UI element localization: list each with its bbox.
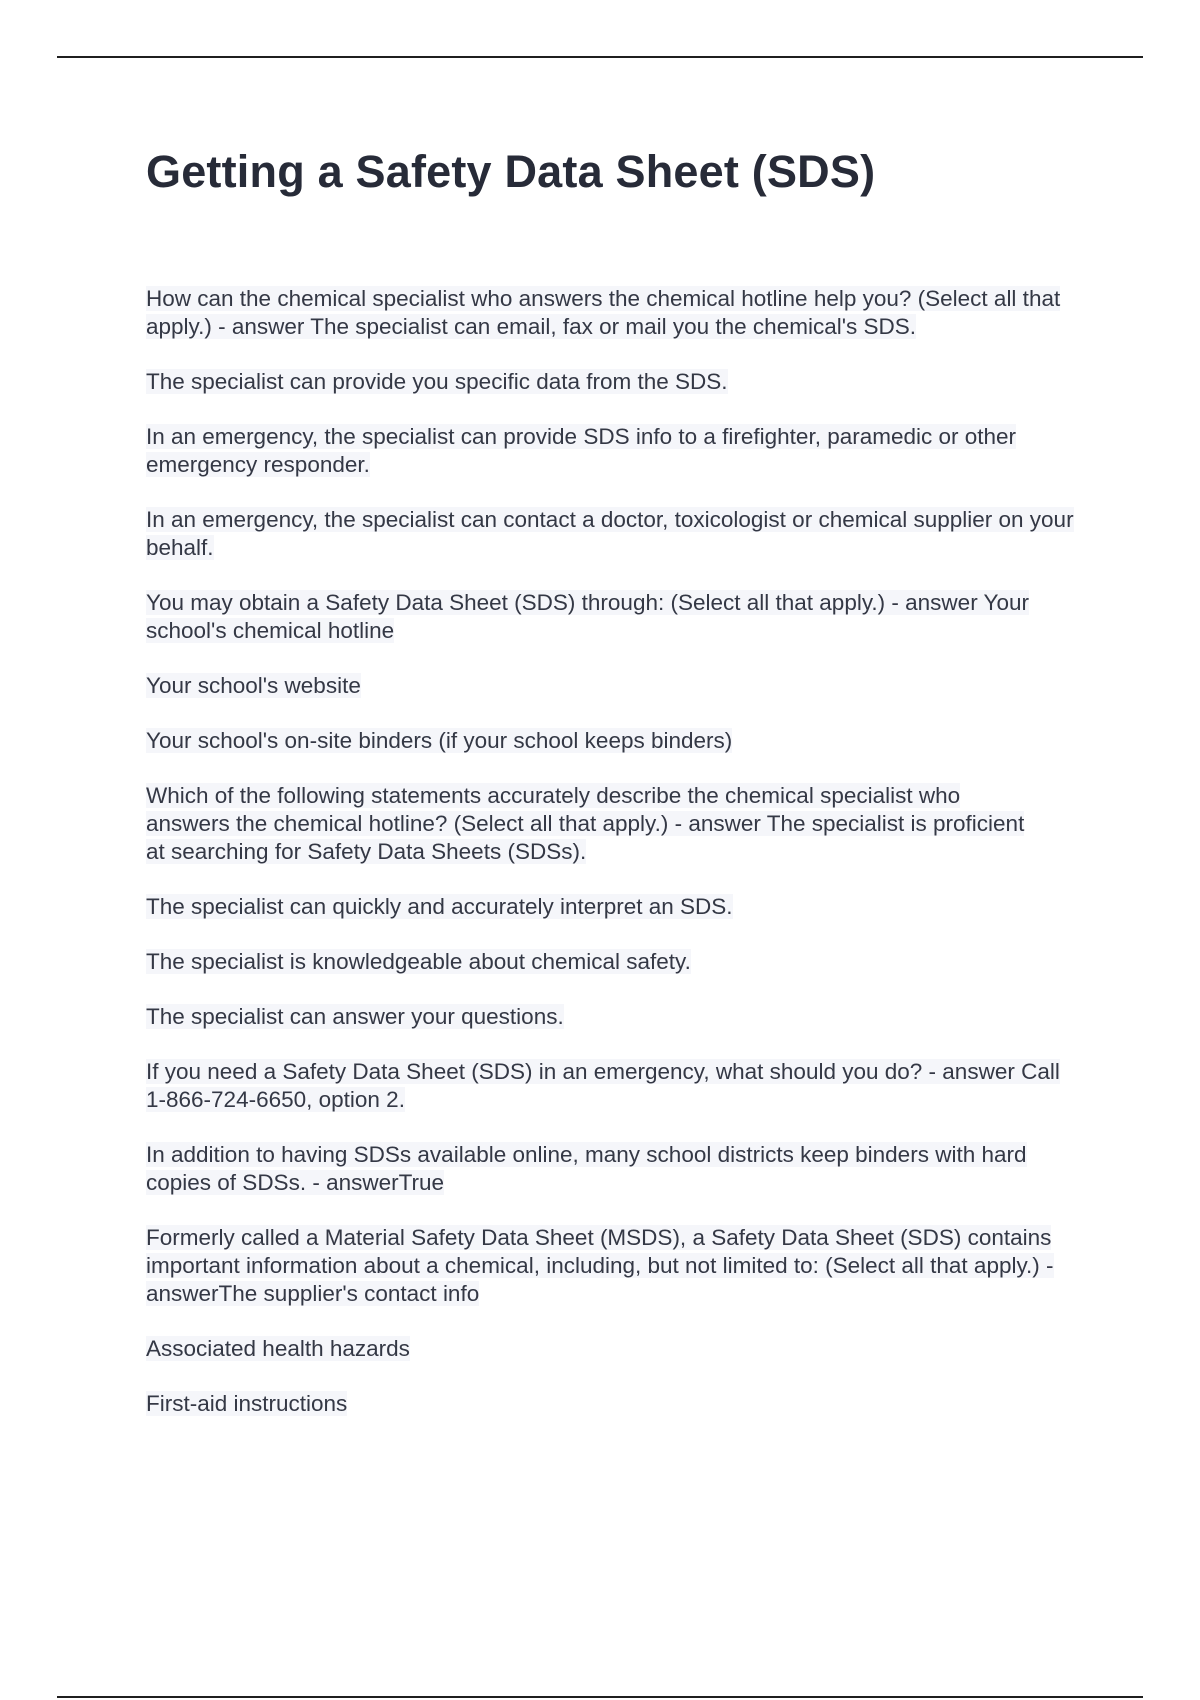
bottom-divider [57, 1696, 1143, 1698]
paragraph: First-aid instructions [146, 1391, 348, 1416]
paragraph: The specialist can provide you specific data from the SDS. [146, 369, 728, 394]
paragraph: Associated health hazards [146, 1336, 410, 1361]
paragraph: In an emergency, the specialist can contact a doctor, toxicologist or chemical supplier on your behalf. [146, 507, 1074, 560]
paragraph: The specialist is knowledgeable about chemical safety. [146, 949, 691, 974]
paragraph: Formerly called a Material Safety Data Sheet (MSDS), a Safety Data Sheet (SDS) contains important information about a chemical, including, but not limited to: (Select all that apply.) - answerThe supplier's contact info [146, 1225, 1054, 1306]
page-title: Getting a Safety Data Sheet (SDS) [146, 146, 876, 197]
paragraph: The specialist can answer your questions. [146, 1004, 564, 1029]
top-divider [57, 56, 1143, 58]
paragraph: Which of the following statements accurately describe the chemical specialist who answers the chemical hotline? (Select all that apply.) - answer The specialist is proficient at searching for Safety Data Sheets (SDSs). [146, 783, 1025, 864]
paragraph: If you need a Safety Data Sheet (SDS) in an emergency, what should you do? - answer Call 1-866-724-6650, option 2. [146, 1059, 1060, 1112]
paragraph: In an emergency, the specialist can provide SDS info to a firefighter, paramedic or other emergency responder. [146, 424, 1017, 477]
paragraph: Your school's on-site binders (if your school keeps binders) [146, 728, 733, 753]
paragraph: How can the chemical specialist who answers the chemical hotline help you? (Select all that apply.) - answer The specialist can email, fax or mail you the chemical's SDS. [146, 286, 1061, 339]
paragraph: You may obtain a Safety Data Sheet (SDS) through: (Select all that apply.) - answer Your school's chemical hotline [146, 590, 1029, 643]
paragraph: Your school's website [146, 673, 361, 698]
document-body [146, 285, 1096, 1445]
paragraph: In addition to having SDSs available online, many school districts keep binders with hard copies of SDSs. - answerTrue [146, 1142, 1027, 1195]
paragraph: The specialist can quickly and accurately interpret an SDS. [146, 894, 733, 919]
